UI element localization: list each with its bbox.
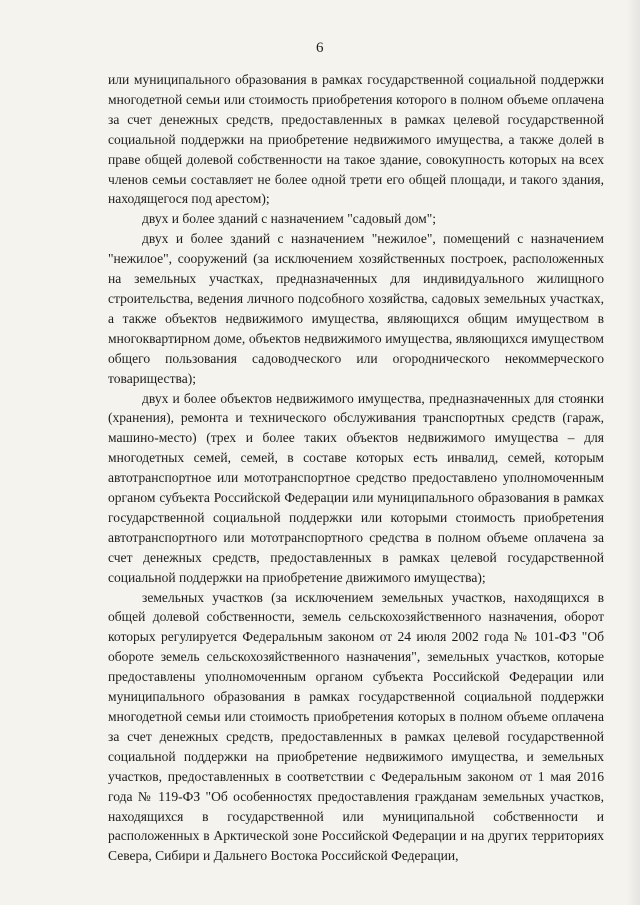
paragraph-vehicle-storage: двух и более объектов недвижимого имущества, предназначенных для стоянки (хранения), ремонта и технического обслуживания транспортных средств (гараж, машино-место) (трех и более таких объектов недвижимого имущества – для многодетных семей, семей, в составе которых есть инвалид, семей, которым автотранспортное или мототранспортное средство предоставлено уполномоченным органом субъекта Российской Федерации или муниципального образования в рамках государственной социальной поддержки или которыми стоимость приобретения автотранспортного или мототранспортного средства в полном объеме оплачена за счет денежных средств, предоставленных в рамках целевой государственной социальной поддержки на приобретение движимого имущества);	[108, 390, 604, 585]
paragraph-non-residential: двух и более зданий с назначением "нежилое", помещений с назначением "нежилое", сооружений (за исключением хозяйственных построек, расположенных на земельных участках, предназначенных для индивидуального жилищного строительства, ведения личного подсобного хозяйства, садовых земельных участках, а также объектов недвижимого имущества, являющихся общим имуществом в многоквартирном доме, объектов недвижимого имущества, являющихся имуществом общего пользования садоводческого или огороднического некоммерческого товарищества);	[108, 231, 604, 386]
paragraph-continuation: или муниципального образования в рамках государственной социальной поддержки многодетной семьи или стоимость приобретения которого в полном объеме оплачена за счет денежных средств, предоставленных в рамках целевой государственной социальной поддержки на приобретение недвижимого имущества, а также долей в праве общей долевой собственности на такое здание, совокупность которых на всех членов семьи составляет не более одной трети его общей площади, и такого здания, находящегося под арестом);	[108, 72, 604, 207]
scan-edge-shadow	[626, 0, 640, 905]
document-body	[108, 70, 604, 866]
paragraph-land-plots: земельных участков (за исключением земельных участков, находящихся в общей долевой собственности, земель сельскохозяйственного назначения, оборот которых регулируется Федеральным законом от 24 июля 2002 года № 101-ФЗ "Об обороте земель сельскохозяйственного назначения", земельных участков, которые предоставлены уполномоченным органом субъекта Российской Федерации или муниципального образования в рамках государственной социальной поддержки многодетной семьи или стоимость приобретения которых в полном объеме оплачена за счет денежных средств, предоставленных в рамках целевой государственной социальной поддержки на приобретение недвижимого имущества, и земельных участков, предоставленных в соответствии с Федеральным законом от 1 мая 2016 года № 119-ФЗ "Об особенностях предоставления гражданам земельных участков, находящихся в государственной или муниципальной собственности и расположенных в Арктической зоне Российской Федерации и на других территориях Севера, Сибири и Дальнего Востока Российской Федерации,	[108, 589, 604, 864]
page-number: 6	[316, 40, 324, 56]
paragraph-garden-houses: двух и более зданий с назначением "садовый дом";	[142, 211, 437, 227]
